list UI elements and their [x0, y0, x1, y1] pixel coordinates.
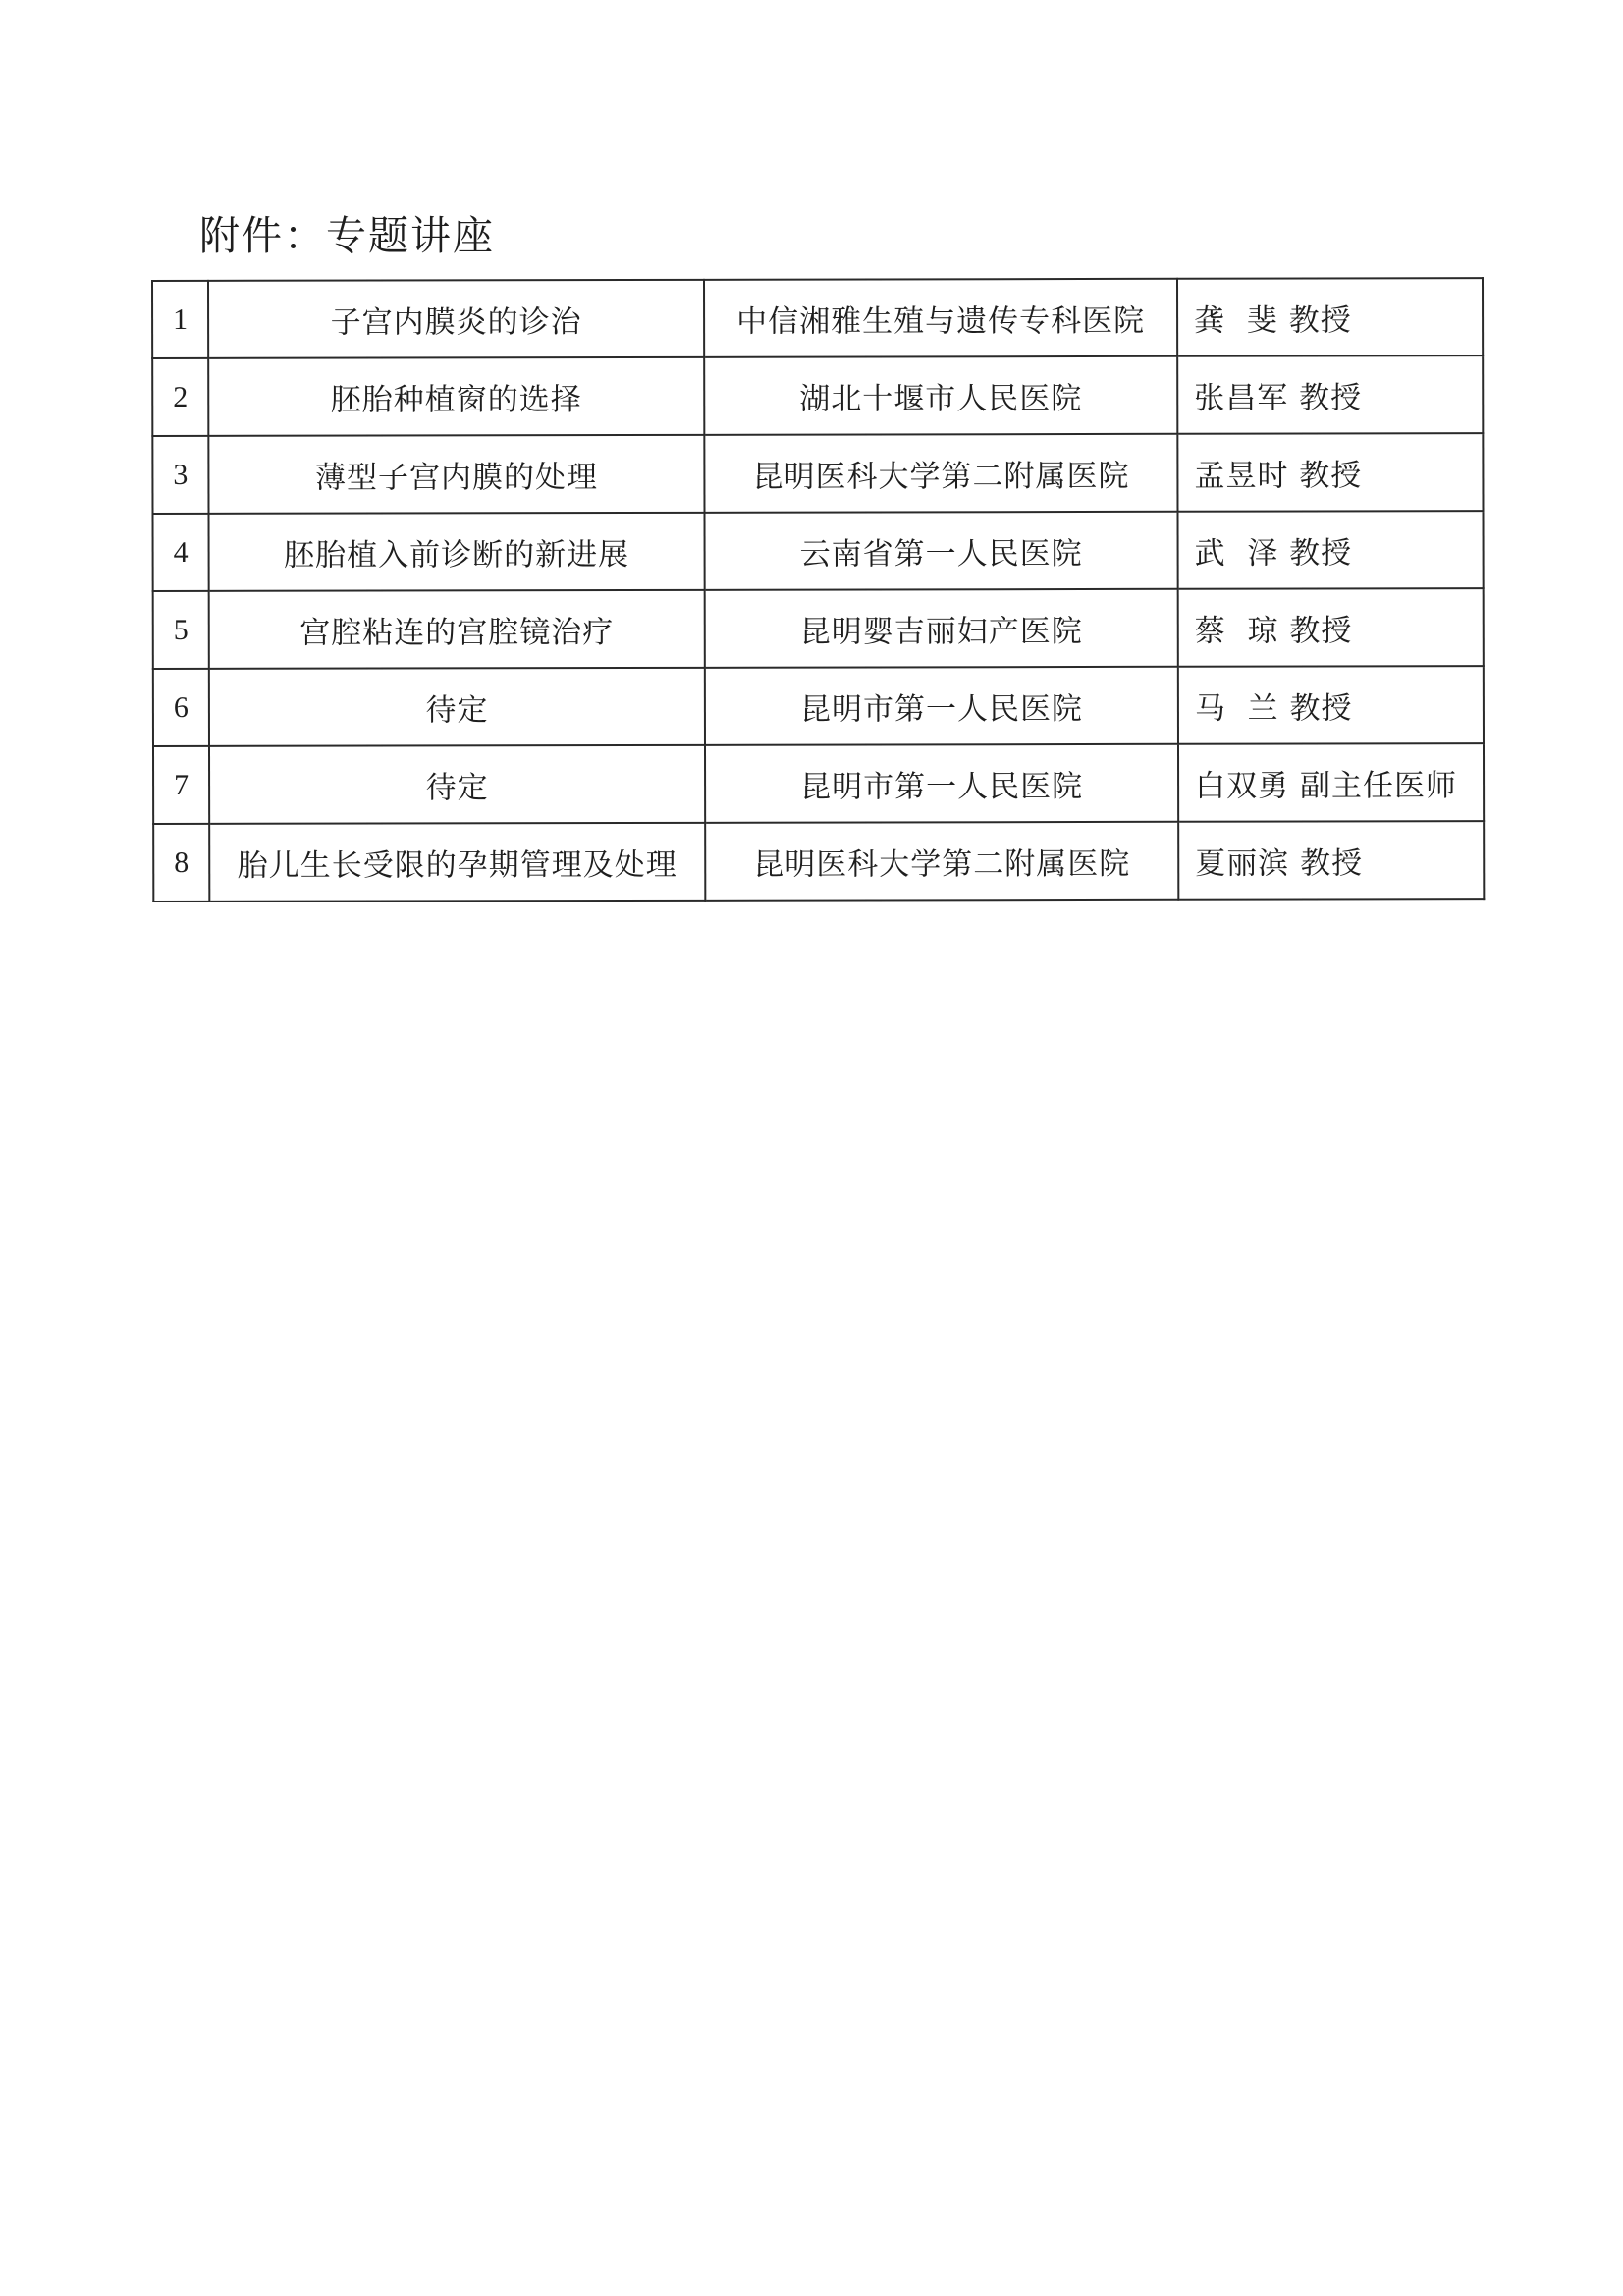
speaker-cell	[1178, 666, 1484, 744]
speaker-title: 教授	[1288, 302, 1352, 339]
speaker-name: 夏丽滨	[1195, 846, 1290, 882]
table-row	[152, 355, 1483, 436]
speaker-cell	[1177, 278, 1483, 356]
speaker-hospital: 昆明医科大学第二附属医院	[705, 822, 1178, 901]
lecture-table	[151, 277, 1485, 902]
lecture-topic: 胚胎植入前诊断的新进展	[208, 513, 704, 591]
row-number: 1	[152, 281, 208, 358]
speaker-name: 龚 斐	[1194, 302, 1278, 339]
speaker-name: 张昌军	[1194, 380, 1289, 416]
speaker-hospital: 湖北十堰市人民医院	[704, 356, 1177, 435]
lecture-rows	[152, 278, 1484, 902]
lecture-topic: 胚胎种植窗的选择	[208, 357, 704, 436]
speaker-title: 教授	[1289, 690, 1353, 727]
speaker-title: 副主任医师	[1299, 768, 1457, 804]
speaker-title: 教授	[1299, 380, 1363, 416]
table-row	[152, 278, 1483, 358]
speaker-cell	[1178, 588, 1484, 667]
table-row	[153, 821, 1484, 902]
lecture-topic: 薄型子宫内膜的处理	[208, 435, 704, 514]
lecture-topic: 子宫内膜炎的诊治	[208, 280, 704, 358]
speaker-cell	[1178, 821, 1484, 900]
speaker-hospital: 昆明市第一人民医院	[705, 667, 1178, 745]
table-row	[153, 743, 1484, 824]
speaker-name: 马 兰	[1194, 690, 1279, 727]
row-number: 3	[152, 436, 208, 514]
row-number: 2	[152, 358, 208, 436]
table-row	[152, 511, 1483, 591]
row-number: 8	[153, 824, 209, 902]
speaker-hospital: 中信湘雅生殖与遗传专科医院	[704, 279, 1177, 357]
table-row	[153, 588, 1484, 669]
speaker-name: 蔡 琼	[1194, 613, 1279, 649]
lecture-topic: 宫腔粘连的宫腔镜治疗	[209, 590, 705, 669]
lecture-topic: 待定	[209, 745, 705, 824]
lecture-topic: 胎儿生长受限的孕期管理及处理	[209, 823, 705, 902]
table-row	[153, 666, 1484, 746]
speaker-cell	[1178, 743, 1484, 822]
row-number: 7	[153, 746, 209, 824]
lecture-topic: 待定	[209, 668, 705, 746]
page-title: 附件：专题讲座	[199, 212, 495, 259]
speaker-title: 教授	[1289, 613, 1353, 649]
speaker-hospital: 昆明婴吉丽妇产医院	[705, 589, 1178, 668]
speaker-title: 教授	[1289, 535, 1353, 572]
row-number: 4	[152, 514, 208, 591]
speaker-title: 教授	[1299, 458, 1363, 494]
speaker-hospital: 昆明医科大学第二附属医院	[704, 434, 1177, 513]
row-number: 5	[153, 591, 209, 669]
speaker-name: 孟昱时	[1194, 458, 1289, 494]
speaker-cell	[1177, 355, 1483, 434]
speaker-cell	[1177, 511, 1483, 589]
speaker-title: 教授	[1300, 846, 1364, 882]
table-row	[152, 433, 1483, 514]
row-number: 6	[153, 669, 209, 746]
speaker-cell	[1177, 433, 1483, 512]
speaker-name: 白双勇	[1195, 768, 1290, 804]
speaker-name: 武 泽	[1194, 535, 1279, 572]
speaker-hospital: 云南省第一人民医院	[704, 512, 1177, 590]
speaker-hospital: 昆明市第一人民医院	[705, 744, 1178, 823]
